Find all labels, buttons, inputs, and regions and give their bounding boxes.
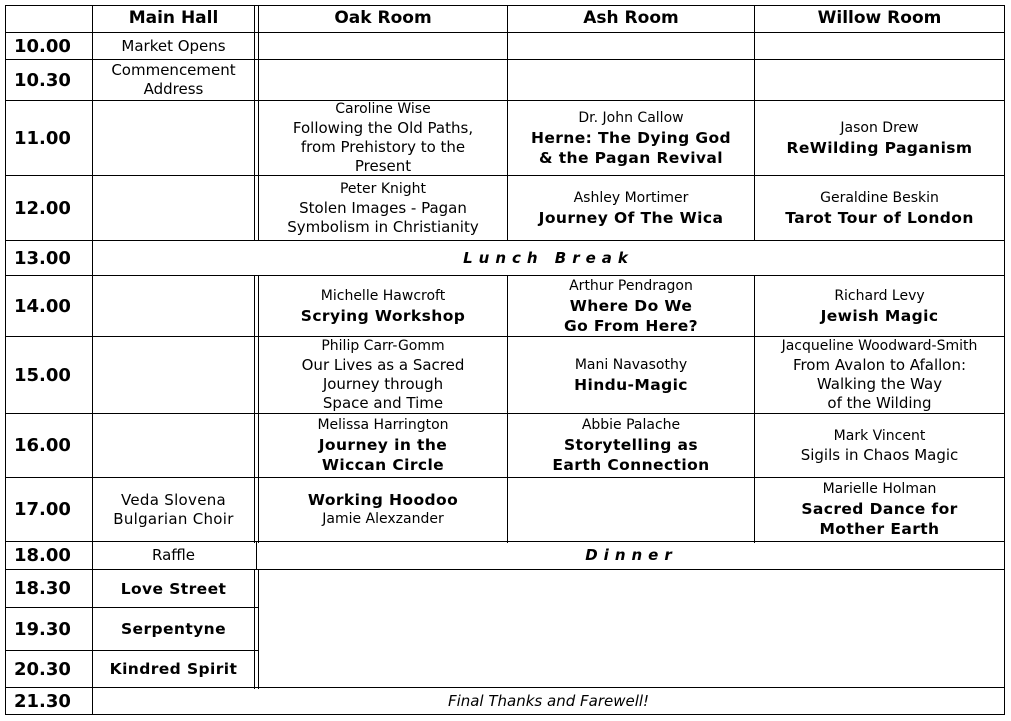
event-label: Address bbox=[143, 80, 204, 98]
session-oak-1200 bbox=[259, 176, 507, 240]
main-divider-b3 bbox=[258, 569, 259, 689]
time-label: 10.30 bbox=[14, 69, 71, 91]
speaker-name: Jason Drew bbox=[840, 119, 919, 136]
time-label: 19.30 bbox=[14, 618, 71, 640]
event-label: Veda Slovena bbox=[120, 490, 227, 509]
session-title: ReWilding Paganism bbox=[786, 138, 973, 157]
event-label: Raffle bbox=[151, 546, 195, 564]
band-love-street bbox=[93, 570, 254, 607]
speaker-name: Jacqueline Woodward-Smith bbox=[781, 338, 978, 354]
session-title: Where Do We bbox=[569, 296, 693, 315]
event-label: Commencement bbox=[111, 61, 236, 79]
session-ash-1200 bbox=[508, 176, 754, 240]
session-willow-1200 bbox=[755, 176, 1004, 240]
main-divider-raffle bbox=[256, 542, 257, 570]
header-willow-room: Willow Room bbox=[817, 8, 942, 28]
session-title: Sacred Dance for bbox=[801, 500, 958, 518]
time-label: 11.00 bbox=[14, 127, 71, 149]
session-title: Jewish Magic bbox=[820, 306, 939, 325]
time-label: 15.00 bbox=[14, 364, 71, 386]
session-title: Herne: The Dying God bbox=[530, 128, 732, 147]
session-title: Sigils in Chaos Magic bbox=[800, 445, 959, 464]
session-title: Wiccan Circle bbox=[321, 456, 445, 474]
session-oak-1600 bbox=[259, 414, 507, 477]
session-title: Walking the Way bbox=[816, 375, 943, 393]
time-label: 14.00 bbox=[14, 295, 71, 317]
speaker-name: Ashley Mortimer bbox=[573, 189, 689, 206]
lunch-break bbox=[93, 241, 1004, 275]
border-bottom bbox=[5, 714, 1005, 715]
speaker-name: Michelle Hawcroft bbox=[320, 287, 446, 304]
session-title: Hindu-Magic bbox=[574, 375, 688, 394]
session-oak-1400 bbox=[259, 276, 507, 336]
time-label: 10.00 bbox=[14, 35, 71, 57]
session-title: Stolen Images - Pagan bbox=[299, 198, 467, 217]
session-title: Earth Connection bbox=[552, 456, 710, 474]
event-label: Kindred Spirit bbox=[109, 660, 238, 678]
event-label: Market Opens bbox=[121, 36, 226, 55]
session-title: Journey in the bbox=[318, 436, 448, 454]
time-label: 17.00 bbox=[14, 499, 71, 520]
event-market-opens bbox=[93, 33, 254, 59]
session-title: Working Hoodoo bbox=[307, 491, 459, 509]
header-main-hall: Main Hall bbox=[128, 8, 219, 28]
time-label: 16.00 bbox=[14, 435, 71, 456]
event-commencement bbox=[93, 60, 254, 100]
break-label: Lunch Break bbox=[463, 248, 634, 267]
session-willow-1400 bbox=[755, 276, 1004, 336]
session-ash-1400 bbox=[508, 276, 754, 336]
session-title: Our Lives as a Sacred bbox=[301, 356, 465, 374]
main-divider-a2 bbox=[254, 275, 255, 543]
header-oak-room: Oak Room bbox=[334, 8, 432, 28]
session-oak-1700 bbox=[259, 478, 507, 541]
event-veda-slovena bbox=[93, 478, 254, 541]
session-willow-1600 bbox=[755, 414, 1004, 477]
time-label: 21.30 bbox=[14, 690, 71, 712]
speaker-name: Caroline Wise bbox=[335, 101, 431, 117]
event-label: Love Street bbox=[120, 579, 227, 598]
speaker-name: Melissa Harrington bbox=[317, 417, 449, 433]
session-title: Tarot Tour of London bbox=[785, 208, 974, 227]
main-divider-a bbox=[254, 5, 255, 241]
session-willow-1700 bbox=[755, 478, 1004, 541]
speaker-name: Geraldine Beskin bbox=[820, 189, 939, 206]
session-oak-1100 bbox=[259, 101, 507, 175]
session-title: Present bbox=[354, 157, 412, 175]
session-oak-1500 bbox=[259, 337, 507, 413]
time-label: 18.00 bbox=[14, 545, 71, 566]
session-title: Following the Old Paths, bbox=[292, 119, 474, 137]
session-title: of the Wilding bbox=[827, 394, 932, 412]
band-kindred-spirit bbox=[93, 651, 254, 687]
session-title: Scrying Workshop bbox=[300, 306, 466, 325]
time-label: 18.30 bbox=[14, 578, 71, 599]
dinner-break bbox=[259, 542, 1004, 569]
speaker-name: Dr. John Callow bbox=[578, 109, 684, 126]
speaker-name: Philip Carr-Gomm bbox=[321, 338, 445, 354]
speaker-name: Richard Levy bbox=[834, 287, 925, 304]
session-title: Journey Of The Wica bbox=[538, 208, 724, 227]
session-willow-1100 bbox=[755, 101, 1004, 175]
time-label: 13.00 bbox=[14, 247, 71, 269]
session-title: From Avalon to Afallon: bbox=[792, 356, 967, 374]
session-willow-1500 bbox=[755, 337, 1004, 413]
time-label: 12.00 bbox=[14, 197, 71, 219]
event-label: Bulgarian Choir bbox=[113, 509, 234, 528]
event-raffle bbox=[93, 542, 254, 569]
border-right bbox=[1004, 5, 1005, 715]
speaker-name: Arthur Pendragon bbox=[569, 277, 693, 294]
event-label: Serpentyne bbox=[120, 620, 227, 638]
session-title: Storytelling as bbox=[563, 436, 699, 454]
time-label: 20.30 bbox=[14, 658, 71, 680]
session-title: Journey through bbox=[322, 375, 444, 393]
final-farewell bbox=[93, 688, 1004, 714]
speaker-name: Mark Vincent bbox=[833, 427, 926, 444]
speaker-name: Abbie Palache bbox=[581, 417, 681, 433]
speaker-name: Peter Knight bbox=[339, 180, 427, 197]
session-title: Space and Time bbox=[322, 394, 444, 412]
session-title: Symbolism in Christianity bbox=[287, 217, 479, 236]
speaker-name: Marielle Holman bbox=[822, 481, 937, 497]
header-ash-room: Ash Room bbox=[583, 8, 679, 28]
session-title: from Prehistory to the bbox=[300, 138, 466, 156]
main-divider-a3 bbox=[254, 569, 255, 689]
speaker-name: Mani Navasothy bbox=[574, 356, 688, 373]
session-ash-1100 bbox=[508, 101, 754, 175]
band-serpentyne bbox=[93, 608, 254, 650]
break-label: Dinner bbox=[585, 546, 678, 564]
session-title: Go From Here? bbox=[563, 316, 699, 335]
session-title: Mother Earth bbox=[819, 520, 940, 538]
session-title: & the Pagan Revival bbox=[539, 148, 723, 167]
speaker-name: Jamie Alexzander bbox=[322, 511, 444, 527]
session-ash-1500 bbox=[508, 337, 754, 413]
break-label: Final Thanks and Farewell! bbox=[447, 691, 650, 710]
session-ash-1600 bbox=[508, 414, 754, 477]
